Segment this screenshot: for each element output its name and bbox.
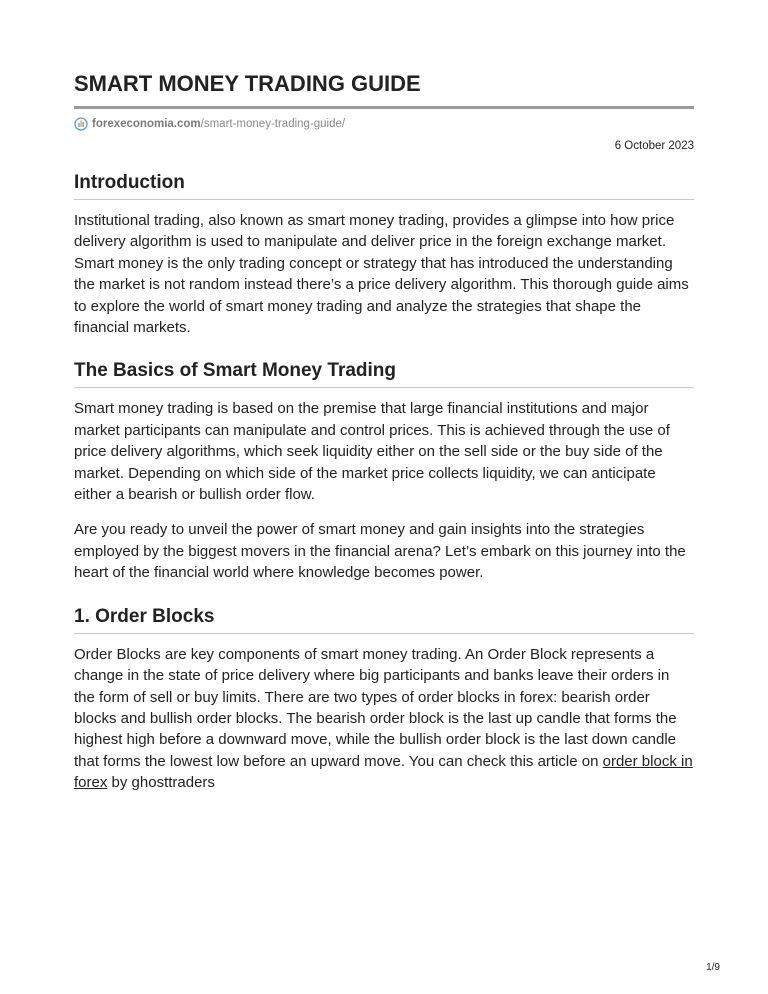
section-heading-order-blocks: 1. Order Blocks	[74, 605, 694, 634]
page-number: 1/9	[706, 962, 720, 973]
section-heading-basics: The Basics of Smart Money Trading	[74, 359, 694, 388]
section-heading-introduction: Introduction	[74, 171, 694, 200]
site-favicon-icon	[74, 117, 88, 131]
order-blocks-paragraph	[74, 644, 694, 794]
intro-paragraph: Institutional trading, also known as smart money trading, provides a glimpse into how price delivery algorithm is used to manipulate and deliver price in the foreign exchange market. Smart money is the only trading concept or strategy that has introduced the understanding the market is not random instead there’s a price delivery algorithm. This thorough guide aims to explore the world of smart money trading and analyze the strategies that shape the financial markets.	[74, 212, 689, 337]
basics-paragraph-2: Are you ready to unveil the power of smart money and gain insights into the strategies employed by the biggest movers in the financial arena? Let’s embark on this journey into the heart of the financial world where knowledge becomes power.	[74, 521, 686, 582]
order-blocks-tail: by ghosttraders	[107, 774, 215, 792]
publish-date: 6 October 2023	[614, 140, 694, 152]
article	[74, 0, 694, 794]
source-url[interactable]	[74, 116, 694, 132]
order-block-link[interactable]: order block in forex	[74, 752, 693, 792]
page-title: SMART MONEY TRADING GUIDE	[74, 71, 421, 96]
order-blocks-text: Order Blocks are key components of smart money trading. An Order Block represents a change in the state of price delivery where big participants and banks leave their orders in the form of sell or buy limits. There are two types of order blocks in forex: bearish order blocks and bullish order blocks. The bearish order block is the last up candle that forms the highest high before a downward move, while the bullish order block is the last down candle that forms the lowest low before an upward move. You can check this article on	[74, 645, 677, 770]
title-divider	[74, 106, 694, 109]
source-path: /smart-money-trading-guide/	[200, 118, 346, 130]
basics-paragraph-1: Smart money trading is based on the premise that large financial institutions and major market participants can manipulate and control prices. This is achieved through the use of price delivery algorithms, which seek liquidity either on the sell side or the buy side of the market. Depending on which side of the market price collects liquidity, we can anticipate either a bearish or bullish order flow.	[74, 400, 670, 504]
source-domain: forexeconomia.com	[92, 118, 201, 130]
